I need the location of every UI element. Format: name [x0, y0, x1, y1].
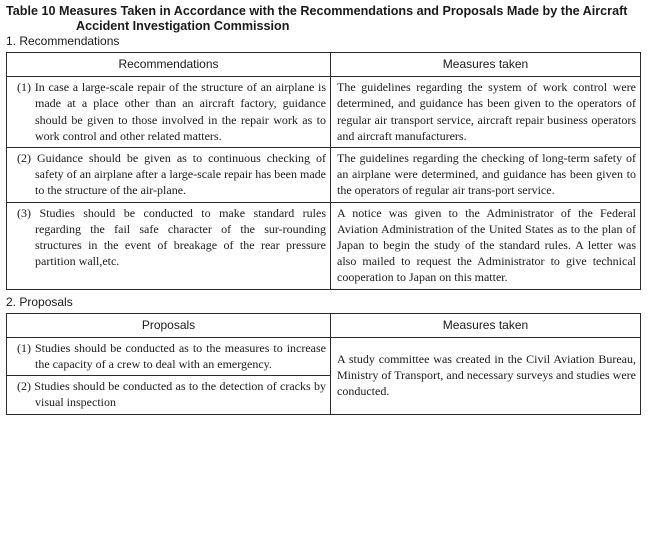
proposal-text: (1) Studies should be conducted as to the measures to increase the capacity of a crew to deal with an emergency. — [17, 340, 326, 372]
recommendation-text: (3) Studies should be conducted to make standard rules regarding the fail safe character of the sur-rounding structures in the event of breakage of the rear pressure partition wall,etc. — [17, 205, 326, 269]
recommendation-text: (2) Guidance should be given as to continuous checking of safety of an airplane after a large-scale repair has been made to the structure of the air-plane. — [17, 151, 326, 198]
table-row — [7, 77, 641, 148]
proposals-heading: 2. Proposals — [6, 294, 73, 309]
recommendation-cell — [7, 202, 331, 289]
proposal-text: (2) Studies should be conducted as to the detection of cracks by visual inspection — [17, 379, 326, 410]
proposal-cell — [7, 376, 331, 414]
recommendation-cell — [7, 148, 331, 203]
recommendations-table — [6, 52, 641, 290]
measure-cell: The guidelines regarding the system of work control were determined, and guidance has been given to the operators of regular air transport service, aircraft repair business operators and aircraft manufacturers. — [331, 77, 641, 148]
recommendation-text: (1) In case a large-scale repair of the structure of an airplane is made at a place other than an aircraft factory, guidance should be given to those involved in the repair work as to work control and other related matters. — [17, 80, 326, 143]
shared-measure-cell: A study committee was created in the Civil Aviation Bureau, Ministry of Transport, and necessary surveys and studies were conducted. — [331, 337, 641, 414]
table-title-line-1: Table 10 Measures Taken in Accordance with the Recommendations and Proposals Made by the Aircraft — [6, 4, 628, 18]
recommendations-header-row — [7, 53, 641, 77]
table-row — [7, 337, 641, 375]
proposal-cell — [7, 337, 331, 375]
table-row — [7, 202, 641, 289]
proposals-table — [6, 313, 641, 415]
recommendations-column-header: Recommendations — [7, 53, 331, 77]
recommendations-heading: 1. Recommendations — [6, 34, 120, 48]
measure-cell: A notice was given to the Administrator of the Federal Aviation Administration of the United States as to the plan of Japan to begin the study of the standard rules. A letter was also mailed to request the Administrator to give technical cooperation to Japan on this matter. — [331, 202, 641, 289]
proposals-column-header: Proposals — [7, 313, 331, 337]
table-title-line-2: Accident Investigation Commission — [76, 19, 290, 33]
measure-cell: The guidelines regarding the checking of long-term safety of an airplane were determined, and guidance has been given to the operators of regular air trans-port service. — [331, 148, 641, 203]
document-page — [6, 4, 644, 415]
measures-taken-column-header: Measures taken — [331, 53, 641, 77]
measures-taken-column-header: Measures taken — [331, 313, 641, 337]
table-title — [6, 4, 644, 34]
proposals-header-row — [7, 313, 641, 337]
recommendation-cell — [7, 77, 331, 148]
table-row — [7, 148, 641, 203]
